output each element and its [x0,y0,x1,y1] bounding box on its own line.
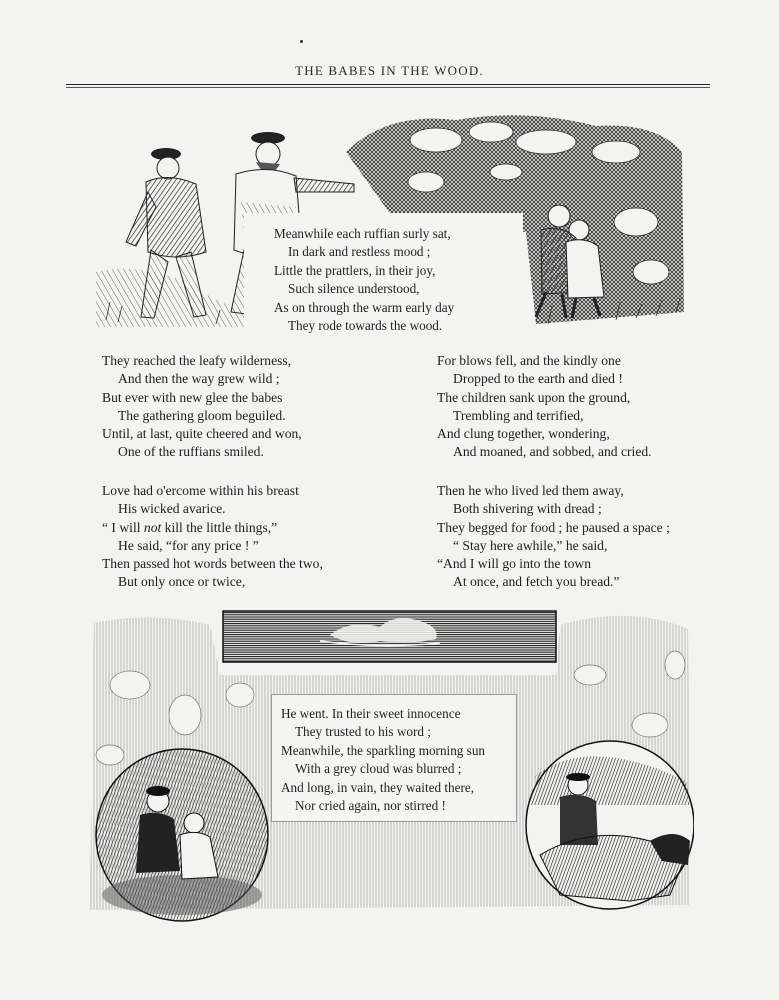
verse-line: One of the ruffians smiled. [118,444,264,460]
verse-line: And moaned, and sobbed, and cried. [453,444,652,460]
verse-line: Such silence understood, [288,281,420,297]
verse-line: Then passed hot words between the two, [102,556,323,572]
verse-line: Meanwhile, the sparkling morning sun [281,742,486,758]
header-rule-thin [66,87,710,88]
ruffian-on-horse-medallion [526,741,694,909]
verse-line: Until, at last, quite cheered and won, [102,426,302,442]
verse-line: Dropped to the earth and died ! [453,371,623,387]
verse-line: And long, in vain, they waited there, [281,779,475,795]
verse-fragment: kill the little things,” [161,519,278,535]
verse-line: His wicked avarice. [118,501,226,517]
emphasis-word: not [143,519,162,535]
verse-line: He said, “for any price ! ” [118,537,259,553]
verse-line: He went. In their sweet innocence [281,706,461,721]
running-title: THE BABES IN THE WOOD. [295,63,484,78]
verse-line: But only once or twice, [118,574,246,590]
verse-line: Meanwhile each ruffian surly sat, [274,226,451,241]
verse-line: Then he who lived led them away, [437,483,624,498]
verse-line: The children sank upon the ground, [437,389,631,405]
verse-line: They rode towards the wood. [288,318,443,334]
verse-line: And clung together, wondering, [437,426,610,442]
children-waiting-medallion [96,749,268,921]
top-verse-panel [244,213,523,334]
ink-speck [300,40,303,43]
verse-line: Love had o'ercome within his breast [102,483,299,498]
verse-line: Both shivering with dread ; [453,501,602,517]
verse-line: But ever with new glee the babes [102,389,283,405]
stanza [102,482,323,592]
verse-line: The gathering gloom beguiled. [118,407,286,423]
verse-line [102,519,323,537]
verse-line: And then the way grew wild ; [118,371,280,387]
verse-line: They trusted to his word ; [295,724,431,740]
verse-line: For blows fell, and the kindly one [437,353,621,368]
verse-line: “And I will go into the town [437,556,592,572]
verse-fragment: “ I will [102,519,144,535]
header-rule [66,84,710,85]
verse-line: As on through the warm early day [274,299,455,315]
verse-line: They reached the leafy wilderness, [102,353,292,368]
verse-line: Trembling and terrified, [453,407,584,423]
verse-line: “ Stay here awhile,” he said, [453,537,608,553]
verse-line: In dark and restless mood ; [288,244,431,260]
verse-line: Little the prattlers, in their joy, [274,262,436,278]
storm-cloud-panel [223,611,556,662]
stanza [437,482,670,592]
verse-line: At once, and fetch you bread.” [453,574,620,590]
stanza [102,352,302,462]
verse-line: They begged for food ; he paused a space ; [437,519,670,535]
verse-line: Nor cried again, nor stirred ! [295,798,446,814]
stanza [437,352,652,462]
bottom-verse-panel [271,694,517,822]
verse-line: With a grey cloud was blurred ; [295,761,462,777]
